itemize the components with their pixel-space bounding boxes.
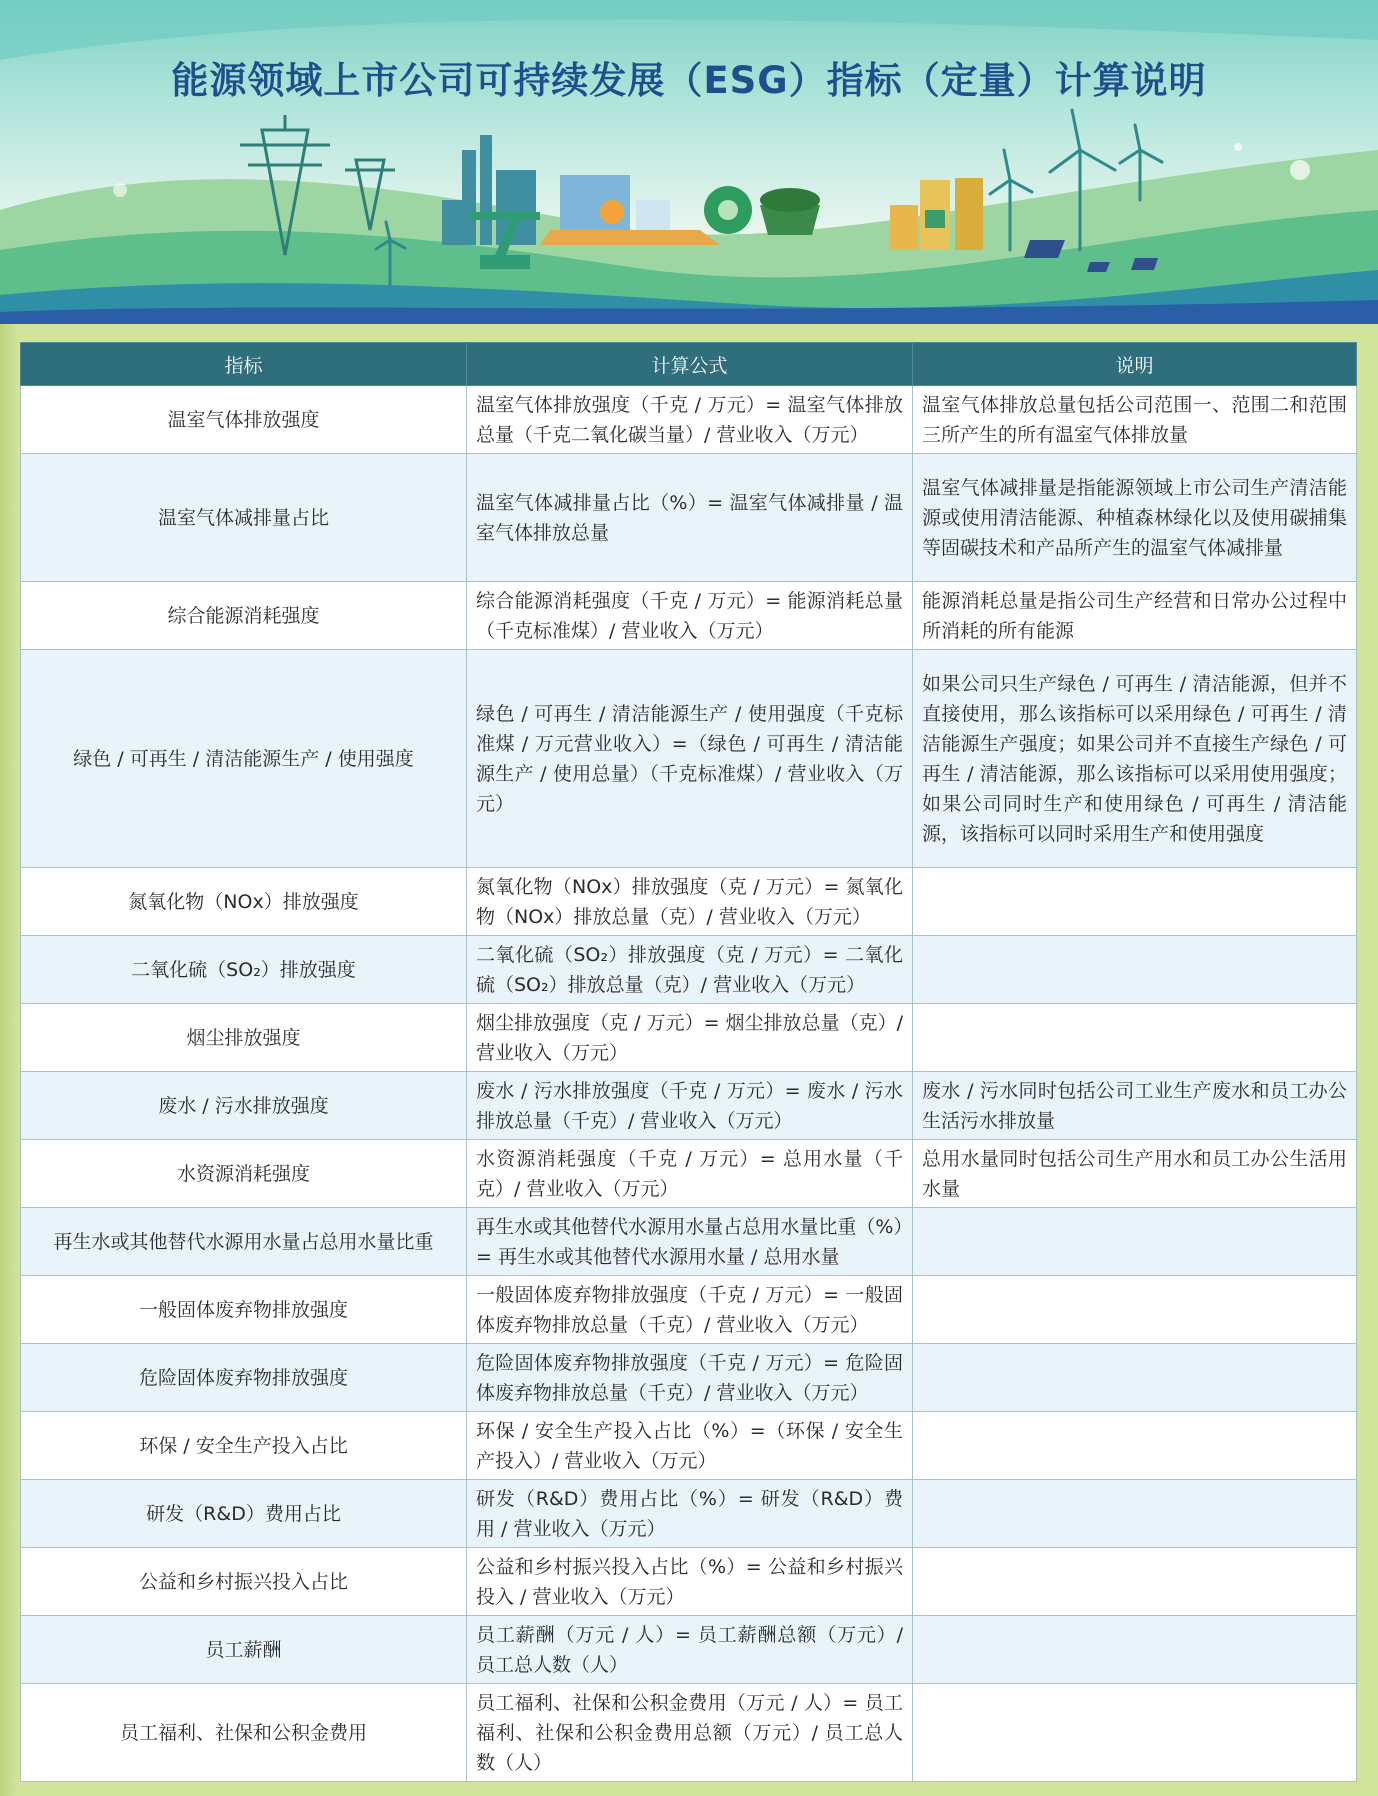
table-row	[21, 1616, 1357, 1684]
table-row	[21, 650, 1357, 868]
description-cell	[913, 868, 1357, 936]
indicator-cell: 综合能源消耗强度	[21, 582, 467, 650]
table-header-row	[21, 343, 1357, 386]
formula-cell: 危险固体废弃物排放强度（千克 / 万元）= 危险固体废弃物排放总量（千克）/ 营业收入（万元）	[467, 1344, 913, 1412]
indicator-cell: 研发（R&D）费用占比	[21, 1480, 467, 1548]
formula-cell: 环保 / 安全生产投入占比（%）=（环保 / 安全生产投入）/ 营业收入（万元）	[467, 1412, 913, 1480]
description-cell	[913, 1548, 1357, 1616]
formula-cell: 氮氧化物（NOx）排放强度（克 / 万元）= 氮氧化物（NOx）排放总量（克）/ 营业收入（万元）	[467, 868, 913, 936]
formula-cell: 温室气体减排量占比（%）= 温室气体减排量 / 温室气体排放总量	[467, 454, 913, 582]
description-cell	[913, 1412, 1357, 1480]
table-row	[21, 582, 1357, 650]
table-row	[21, 1548, 1357, 1616]
formula-cell: 二氧化硫（SO₂）排放强度（克 / 万元）= 二氧化硫（SO₂）排放总量（克）/ 营业收入（万元）	[467, 936, 913, 1004]
description-cell	[913, 1276, 1357, 1344]
indicator-cell: 温室气体排放强度	[21, 386, 467, 454]
formula-cell: 员工薪酬（万元 / 人）= 员工薪酬总额（万元）/ 员工总人数（人）	[467, 1616, 913, 1684]
indicator-cell: 废水 / 污水排放强度	[21, 1072, 467, 1140]
indicator-cell: 绿色 / 可再生 / 清洁能源生产 / 使用强度	[21, 650, 467, 868]
table-row	[21, 1276, 1357, 1344]
table-row	[21, 386, 1357, 454]
table-row	[21, 454, 1357, 582]
description-cell	[913, 1004, 1357, 1072]
column-header-indicator: 指标	[21, 343, 467, 386]
column-header-description: 说明	[913, 343, 1357, 386]
description-cell: 能源消耗总量是指公司生产经营和日常办公过程中所消耗的所有能源	[913, 582, 1357, 650]
description-cell: 废水 / 污水同时包括公司工业生产废水和员工办公生活污水排放量	[913, 1072, 1357, 1140]
table-row	[21, 1480, 1357, 1548]
indicator-cell: 氮氧化物（NOx）排放强度	[21, 868, 467, 936]
table-row	[21, 1208, 1357, 1276]
indicator-cell: 员工薪酬	[21, 1616, 467, 1684]
indicator-cell: 一般固体废弃物排放强度	[21, 1276, 467, 1344]
formula-cell: 温室气体排放强度（千克 / 万元）= 温室气体排放总量（千克二氧化碳当量）/ 营业收入（万元）	[467, 386, 913, 454]
column-header-formula: 计算公式	[467, 343, 913, 386]
description-cell	[913, 1616, 1357, 1684]
indicator-cell: 水资源消耗强度	[21, 1140, 467, 1208]
indicator-cell: 烟尘排放强度	[21, 1004, 467, 1072]
formula-cell: 再生水或其他替代水源用水量占总用水量比重（%）= 再生水或其他替代水源用水量 / 总用水量	[467, 1208, 913, 1276]
description-cell	[913, 1344, 1357, 1412]
table-row	[21, 1684, 1357, 1782]
indicator-cell: 环保 / 安全生产投入占比	[21, 1412, 467, 1480]
formula-cell: 绿色 / 可再生 / 清洁能源生产 / 使用强度（千克标准煤 / 万元营业收入）=（绿色 / 可再生 / 清洁能源生产 / 使用总量）（千克标准煤）/ 营业收入（万元）	[467, 650, 913, 868]
indicator-cell: 员工福利、社保和公积金费用	[21, 1684, 467, 1782]
formula-cell: 烟尘排放强度（克 / 万元）= 烟尘排放总量（克）/ 营业收入（万元）	[467, 1004, 913, 1072]
formula-cell: 员工福利、社保和公积金费用（万元 / 人）= 员工福利、社保和公积金费用总额（万元）/ 员工总人数（人）	[467, 1684, 913, 1782]
landscape-illustration	[0, 0, 1378, 324]
table-row	[21, 1412, 1357, 1480]
table-row	[21, 868, 1357, 936]
description-cell: 温室气体减排量是指能源领域上市公司生产清洁能源或使用清洁能源、种植森林绿化以及使用碳捕集等固碳技术和产品所产生的温室气体减排量	[913, 454, 1357, 582]
description-cell: 如果公司只生产绿色 / 可再生 / 清洁能源，但并不直接使用，那么该指标可以采用绿色 / 可再生 / 清洁能源生产强度；如果公司并不直接生产绿色 / 可再生 / 清洁能源，那么该指标可以采用使用强度；如果公司同时生产和使用绿色 / 可再生 / 清洁能源，该指标可以同时采用生产和使用强度	[913, 650, 1357, 868]
indicator-cell: 温室气体减排量占比	[21, 454, 467, 582]
description-cell: 总用水量同时包括公司生产用水和员工办公生活用水量	[913, 1140, 1357, 1208]
page-title: 能源领域上市公司可持续发展（ESG）指标（定量）计算说明	[171, 59, 1207, 102]
description-cell	[913, 1208, 1357, 1276]
header-banner	[0, 0, 1378, 324]
description-cell	[913, 1684, 1357, 1782]
formula-cell: 研发（R&D）费用占比（%）= 研发（R&D）费用 / 营业收入（万元）	[467, 1480, 913, 1548]
description-cell	[913, 1480, 1357, 1548]
formula-cell: 废水 / 污水排放强度（千克 / 万元）= 废水 / 污水排放总量（千克）/ 营业收入（万元）	[467, 1072, 913, 1140]
formula-cell: 公益和乡村振兴投入占比（%）= 公益和乡村振兴投入 / 营业收入（万元）	[467, 1548, 913, 1616]
indicator-cell: 二氧化硫（SO₂）排放强度	[21, 936, 467, 1004]
formula-cell: 综合能源消耗强度（千克 / 万元）= 能源消耗总量（千克标准煤）/ 营业收入（万元）	[467, 582, 913, 650]
esg-indicator-table	[20, 342, 1357, 1782]
description-cell	[913, 936, 1357, 1004]
formula-cell: 一般固体废弃物排放强度（千克 / 万元）= 一般固体废弃物排放总量（千克）/ 营业收入（万元）	[467, 1276, 913, 1344]
table-row	[21, 936, 1357, 1004]
formula-cell: 水资源消耗强度（千克 / 万元）= 总用水量（千克）/ 营业收入（万元）	[467, 1140, 913, 1208]
indicator-cell: 公益和乡村振兴投入占比	[21, 1548, 467, 1616]
table-row	[21, 1072, 1357, 1140]
table-row	[21, 1004, 1357, 1072]
table-row	[21, 1344, 1357, 1412]
table-row	[21, 1140, 1357, 1208]
table-frame	[0, 324, 1378, 1796]
description-cell: 温室气体排放总量包括公司范围一、范围二和范围三所产生的所有温室气体排放量	[913, 386, 1357, 454]
indicator-cell: 危险固体废弃物排放强度	[21, 1344, 467, 1412]
indicator-cell: 再生水或其他替代水源用水量占总用水量比重	[21, 1208, 467, 1276]
